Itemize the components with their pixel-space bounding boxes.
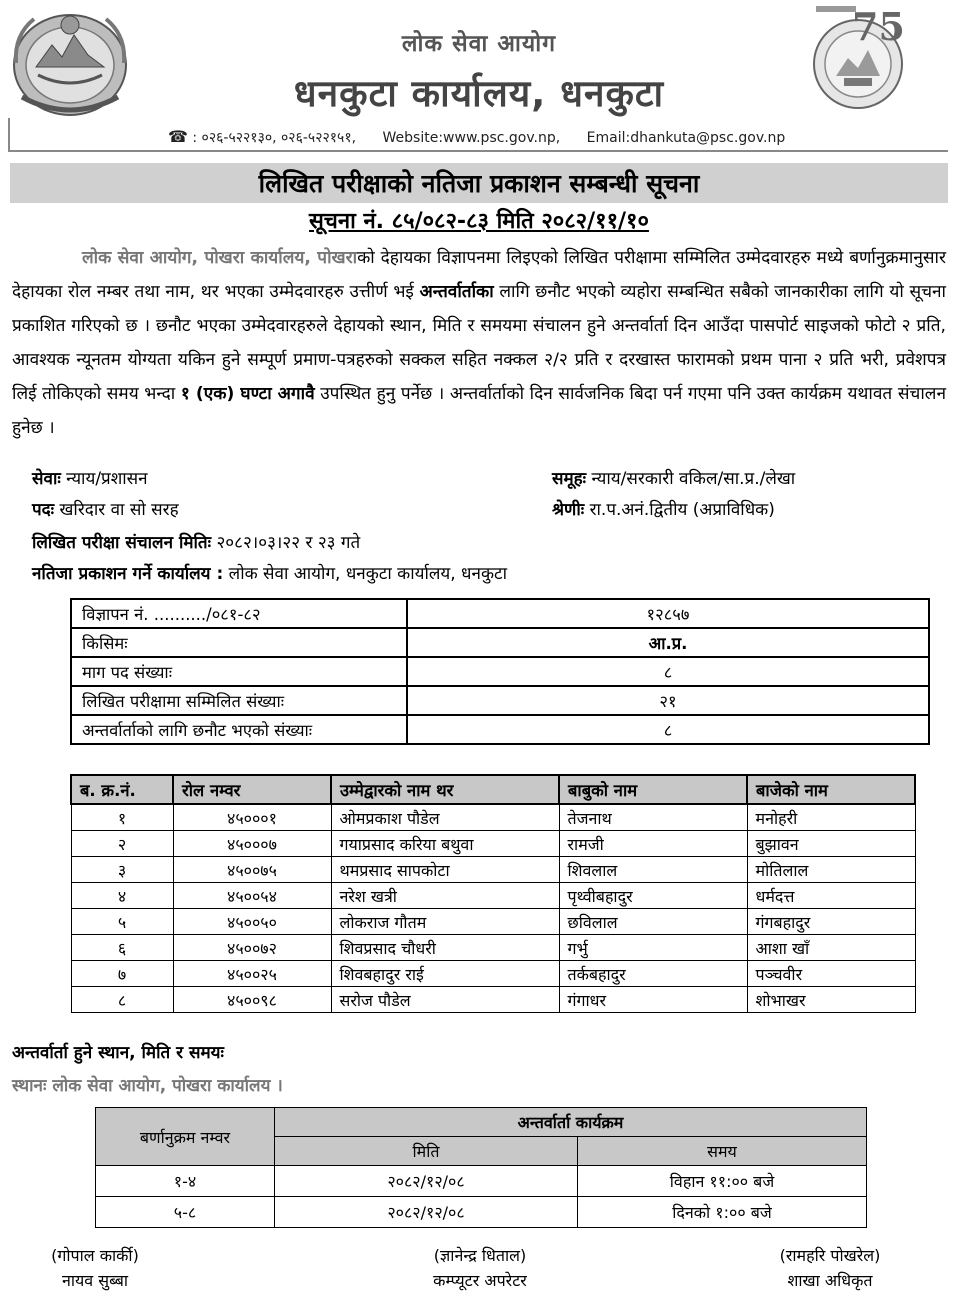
info-label: अन्तर्वार्ताको लागि छनौट भएको संख्याः [71,715,407,744]
para-office: लोक सेवा आयोग, पोखरा कार्यालय, पोखरा [82,248,358,268]
info-label: लिखित परीक्षामा सम्मिलित संख्याः [71,686,407,715]
cell-roll: ४५००९८ [173,987,331,1013]
service-label: सेवाः [32,469,61,489]
cell-father: तर्कबहादुर [559,961,747,987]
info-value: ८ [407,715,929,744]
cell-roll: ४५००७५ [173,857,331,883]
table-row [71,909,915,935]
info-label: माग पद संख्याः [71,657,407,686]
col-name: उम्मेद्वारको नाम थर [331,775,559,804]
cell-father: शिवलाल [559,857,747,883]
office-name: धनकुटा कार्यालय, धनकुटा [293,72,665,115]
notice-title: लिखित परीक्षाको नतिजा प्रकाशन सम्बन्धी सूचना [258,169,700,198]
publish-office-label: नतिजा प्रकाशन गर्ने कार्यालय : [32,564,224,584]
cell-father: रामजी [559,831,747,857]
service-value: न्याय/प्रशासन [60,469,148,489]
cell-grandfather: धर्मदत्त [747,883,915,909]
level-value: रा.प.अनं.द्वितीय (अप्राविधिक) [584,500,775,520]
cell-father: छविलाल [559,909,747,935]
candidates-table [70,774,916,1013]
cell-name: ओमप्रकाश पौडेल [331,804,559,831]
group-row [552,466,795,489]
candidates-header-row [71,775,915,804]
info-value: २१ [407,686,929,715]
cell-father: तेजनाथ [559,804,747,831]
publish-office-value: लोक सेवा आयोग, धनकुटा कार्यालय, धनकुटा [223,564,507,584]
cell-serial: ६ [71,935,173,961]
signature-2 [395,1243,565,1293]
header-divider-left [8,118,10,151]
cell-serial: ३ [71,857,173,883]
info-row [71,686,929,715]
cell-roll: ४५०००१ [173,804,331,831]
cell-serial: १ [71,804,173,831]
cell-serial: ४ [71,883,173,909]
group-label: समूहः [552,469,587,489]
level-row [552,497,775,520]
col-roll: रोल नम्वर [173,775,331,804]
cell-grandfather: गंगबहादुर [747,909,915,935]
para-part2: लागि छनौट भएको व्यहोरा सम्बन्धित सबैको जानकारीका लागि यो सूचना प्रकाशित गरिएको छ । छनौट भएका उम्मेदवारहरुले देहायको स्थान, मिति र समयमा संचालन हुने अन्तर्वार्ता दिन आउँदा पासपोर्ट साइजको फोटो २ प्रति, आवश्यक न्यूनतम योग्यता यकिन हुने सम्पूर्ण प्रमाण-पत्रहरुको सक्कल सहित नक्कल २/२ प्रति र दरखास्त फारामको प्रथम पाना २ प्रति भरी, प्रवेशपत्र लिई तोकिएको समय भन्दा [12,282,946,404]
signature-1 [10,1243,180,1293]
publish-office-row [32,561,507,584]
col-date: मिति [275,1137,578,1166]
cell-serial: २ [71,831,173,857]
signature-1-name: (गोपाल कार्की) [51,1246,139,1265]
group-value: न्याय/सरकारी वकिल/सा.प्र./लेखा [586,469,796,489]
notice-paragraph [12,241,946,445]
cell-grandfather: बुझावन [747,831,915,857]
organization-name: लोक सेवा आयोग [401,31,557,57]
cell-name: गयाप्रसाद करिया बथुवा [331,831,559,857]
cell-father: पृथ्वीबहादुर [559,883,747,909]
cell-name: थमप्रसाद सापकोटा [331,857,559,883]
cell-name: शिवप्रसाद चौधरी [331,935,559,961]
schedule-row [96,1166,867,1197]
schedule-time: विहान ११:०० बजे [578,1166,867,1197]
col-grandfather: बाजेको नाम [747,775,915,804]
schedule-time: दिनको १:०० बजे [578,1197,867,1228]
email: Email:dhankuta@psc.gov.np [586,130,786,146]
col-serial: ब. क्र.नं. [71,775,173,804]
table-row [71,961,915,987]
cell-serial: ५ [71,909,173,935]
interview-schedule-table [95,1107,867,1228]
table-row [71,857,915,883]
col-father: बाबुको नाम [559,775,747,804]
cell-grandfather: आशा खाँ [747,935,915,961]
cell-name: लोकराज गौतम [331,909,559,935]
schedule-row [96,1197,867,1228]
info-row [71,628,929,657]
logo-number: 75 [852,4,905,49]
info-value: १२८५७ [407,599,929,628]
website: Website:www.psc.gov.np, [382,130,561,146]
cell-grandfather: मनोहरी [747,804,915,831]
cell-roll: ४५००५० [173,909,331,935]
interview-heading: अन्तर्वार्ता हुने स्थान, मिति र समयः [12,1043,224,1063]
cell-serial: ८ [71,987,173,1013]
cell-name: सरोज पौडेल [331,987,559,1013]
level-label: श्रेणीः [552,500,585,520]
signature-3-title: शाखा अधिकृत [787,1271,873,1290]
table-row [71,831,915,857]
cell-grandfather: पञ्चवीर [747,961,915,987]
cell-grandfather: मोतिलाल [747,857,915,883]
info-label: विज्ञापन नं. ........../०८१-८२ [71,599,407,628]
schedule-range: १-४ [96,1166,275,1197]
phone-icon: ☎ [168,127,188,146]
table-row [71,987,915,1013]
signature-2-name: (ज्ञानेन्द्र धिताल) [433,1246,527,1265]
cell-serial: ७ [71,961,173,987]
info-row [71,715,929,744]
exam-date-row [32,530,360,553]
cell-roll: ४५००७२ [173,935,331,961]
col-program: अन्तर्वार्ता कार्यक्रम [275,1108,867,1137]
col-time: समय [578,1137,867,1166]
interview-place: स्थानः लोक सेवा आयोग, पोखरा कार्यालय । [12,1076,283,1096]
schedule-date: २०८२/१२/०८ [275,1197,578,1228]
signature-3-name: (रामहरि पोखरेल) [779,1246,881,1265]
advertisement-info-table [70,598,930,745]
cell-name: नरेश खत्री [331,883,559,909]
exam-date-label: लिखित परीक्षा संचालन मितिः [32,533,212,553]
info-value: आ.प्र. [407,628,929,657]
signature-2-title: कम्प्यूटर अपरेटर [433,1271,527,1290]
cell-roll: ४५००२५ [173,961,331,987]
table-row [71,935,915,961]
info-row [71,599,929,628]
para-part3: उपस्थित हुनु पर्नेछ । अन्तर्वार्ताको दिन सार्वजनिक बिदा पर्न गएमा पनि उक्त कार्यक्रम यथावत संचालन हुनेछ । [12,384,946,438]
table-row [71,883,915,909]
post-label: पदः [32,500,55,520]
cell-roll: ४५००५४ [173,883,331,909]
para-part1: को देहायका विज्ञापनमा लिइएको लिखित परीक्षामा सम्मिलित उम्मेदवारहरु मध्ये बर्णानुक्रमानुसार देहायका रोल नम्बर तथा नाम, थर भएका उम्मेदवारहरु उत्तीर्ण भई [12,248,946,302]
cell-name: शिवबहादुर राई [331,961,559,987]
post-row [32,497,179,520]
cell-grandfather: शोभाखर [747,987,915,1013]
info-value: ८ [407,657,929,686]
info-row [71,657,929,686]
notice-number-wrapper [0,205,958,235]
contact-line [168,127,785,147]
para-bold2: १ (एक) घण्टा अगावै [180,384,315,404]
notice-number: सूचना नं. ८५/०८२-८३ मिति २०८२/११/१० [309,209,649,234]
para-bold1: अन्तर्वार्ताका [419,282,494,302]
cell-father: गर्भु [559,935,747,961]
table-row [71,804,915,831]
info-label: किसिमः [71,628,407,657]
header-divider [8,150,948,152]
signature-1-title: नायव सुब्बा [61,1271,128,1290]
exam-date-value: २०८२।०३।२२ र २३ गते [211,533,361,553]
post-value: खरिदार वा सो सरह [54,500,179,520]
cell-roll: ४५०००७ [173,831,331,857]
schedule-date: २०८२/१२/०८ [275,1166,578,1197]
service-row [32,466,148,489]
schedule-range: ५-८ [96,1197,275,1228]
col-alpha-range: बर्णानुक्रम नम्वर [96,1108,275,1166]
cell-father: गंगाधर [559,987,747,1013]
phone-numbers: : ०२६-५२२१३०, ०२६-५२२१५१, [192,130,357,146]
signature-3 [745,1243,915,1293]
